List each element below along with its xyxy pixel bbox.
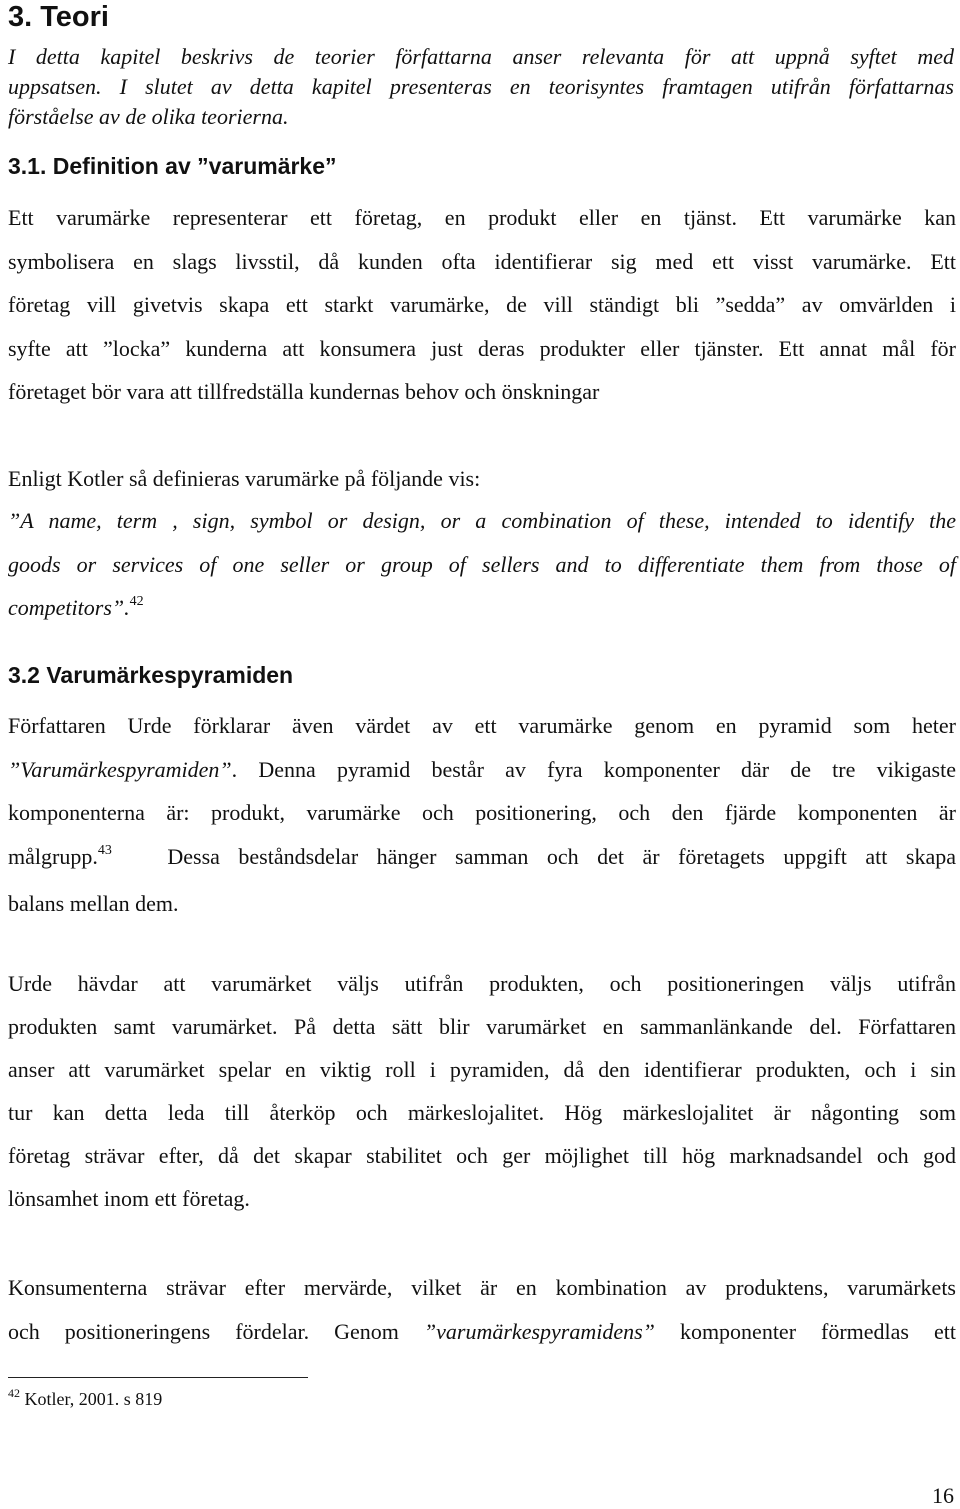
- footnote-text: Kotler, 2001. s 819: [24, 1389, 163, 1409]
- pyramid-paragraph: [8, 704, 956, 926]
- paragraph-line: syfte att ”locka” kunderna att konsumera just deras produkter eller tjänster. Ett annat mål för: [8, 335, 956, 361]
- paragraph-line: [8, 748, 956, 792]
- paragraph-line: Konsumenterna strävar efter mervärde, vilket är en kombination av produktens, varumärkets: [8, 1275, 956, 1300]
- quote-line: ”A name, term , sign, symbol or design, or a combination of these, intended to identify the: [8, 508, 956, 533]
- footnote-reference: 43: [97, 842, 112, 858]
- paragraph-line-text: . Denna pyramid består av fyra komponenter där de tre vikigaste: [231, 756, 956, 782]
- paragraph-line: Ett varumärke representerar ett företag, en produkt eller en tjänst. Ett varumärke kan: [8, 205, 956, 230]
- consumer-paragraph: [8, 1266, 956, 1353]
- section-heading-3-1: 3.1. Definition av ”varumärke”: [8, 153, 337, 179]
- kotler-intro: Enligt Kotler så definieras varumärke på följande vis:: [8, 466, 481, 491]
- chapter-heading: 3. Teori: [8, 1, 109, 33]
- paragraph-line: företag vill givetvis skapa ett starkt varumärke, de vill ständigt bli ”sedda” av omvärlden i: [8, 292, 956, 317]
- chapter-intro: [8, 42, 954, 132]
- italic-term: ”varumärkespyramidens”: [423, 1318, 655, 1344]
- paragraph-line: lönsamhet inom ett företag.: [8, 1186, 250, 1211]
- quote-line: [8, 586, 956, 634]
- paragraph-line: produkten samt varumärket. På detta sätt blir varumärket en sammanlänkande del. Författaren: [8, 1014, 956, 1039]
- paragraph-line: symbolisera en slags livsstil, då kunden ofta identifierar sig med ett visst varumärke. Ett: [8, 248, 956, 274]
- footnote-divider: [8, 1377, 308, 1378]
- intro-line: uppsatsen. I slutet av detta kapitel presenteras en teorisyntes framtagen utifrån författarnas: [8, 74, 954, 99]
- footnote-number: 42: [8, 1386, 20, 1400]
- paragraph-line: Författaren Urde förklarar även värdet av ett varumärke genom en pyramid som heter: [8, 713, 956, 738]
- paragraph-line: [8, 1310, 956, 1354]
- paragraph-line-text: komponenter förmedlas ett: [679, 1318, 956, 1344]
- paragraph-line: komponenterna är: produkt, varumärke och positionering, och den fjärde komponenten är: [8, 800, 956, 825]
- paragraph-line-text: och positioneringens fördelar. Genom: [8, 1318, 399, 1344]
- italic-term: ”Varumärkespyramiden”: [8, 756, 232, 782]
- paragraph-line-text: Dessa beståndsdelar hänger samman och det är företagets uppgift att skapa: [167, 843, 956, 869]
- section-heading-3-2: 3.2 Varumärkespyramiden: [8, 662, 294, 688]
- paragraph-line: anser att varumärket spelar en viktig roll i pyramiden, då den identifierar produkten, och i sin: [8, 1057, 956, 1082]
- footnote-reference: 42: [129, 594, 144, 609]
- paragraph-line: Urde hävdar att varumärket väljs utifrån produkten, och positioneringen väljs utifrån: [8, 971, 956, 996]
- definition-paragraph: [8, 196, 956, 414]
- paragraph-line: tur kan detta leda till återköp och märkeslojalitet. Hög märkeslojalitet är någonting som: [8, 1100, 956, 1125]
- paragraph-line: [8, 835, 956, 883]
- paragraph-line: företag strävar efter, då det skapar stabilitet och ger möjlighet till hög marknadsandel och god: [8, 1143, 956, 1168]
- urde-paragraph: [8, 962, 956, 1220]
- paragraph-line: företaget bör vara att tillfredställa kundernas behov och önskningar: [8, 379, 600, 404]
- footnote: [8, 1386, 162, 1414]
- quote-line: goods or services of one seller or group of sellers and to differentiate them from those of: [8, 551, 956, 577]
- page-number: 16: [932, 1483, 954, 1508]
- paragraph-line: balans mellan dem.: [8, 891, 179, 916]
- intro-line: förståelse av de olika teorierna.: [8, 104, 289, 129]
- quote-line-text: competitors”.: [8, 595, 130, 620]
- kotler-quote: [8, 499, 956, 634]
- intro-line: I detta kapitel beskrivs de teorier författarna anser relevanta för att uppnå syftet med: [8, 44, 954, 69]
- paragraph-line-text: målgrupp.: [8, 843, 98, 869]
